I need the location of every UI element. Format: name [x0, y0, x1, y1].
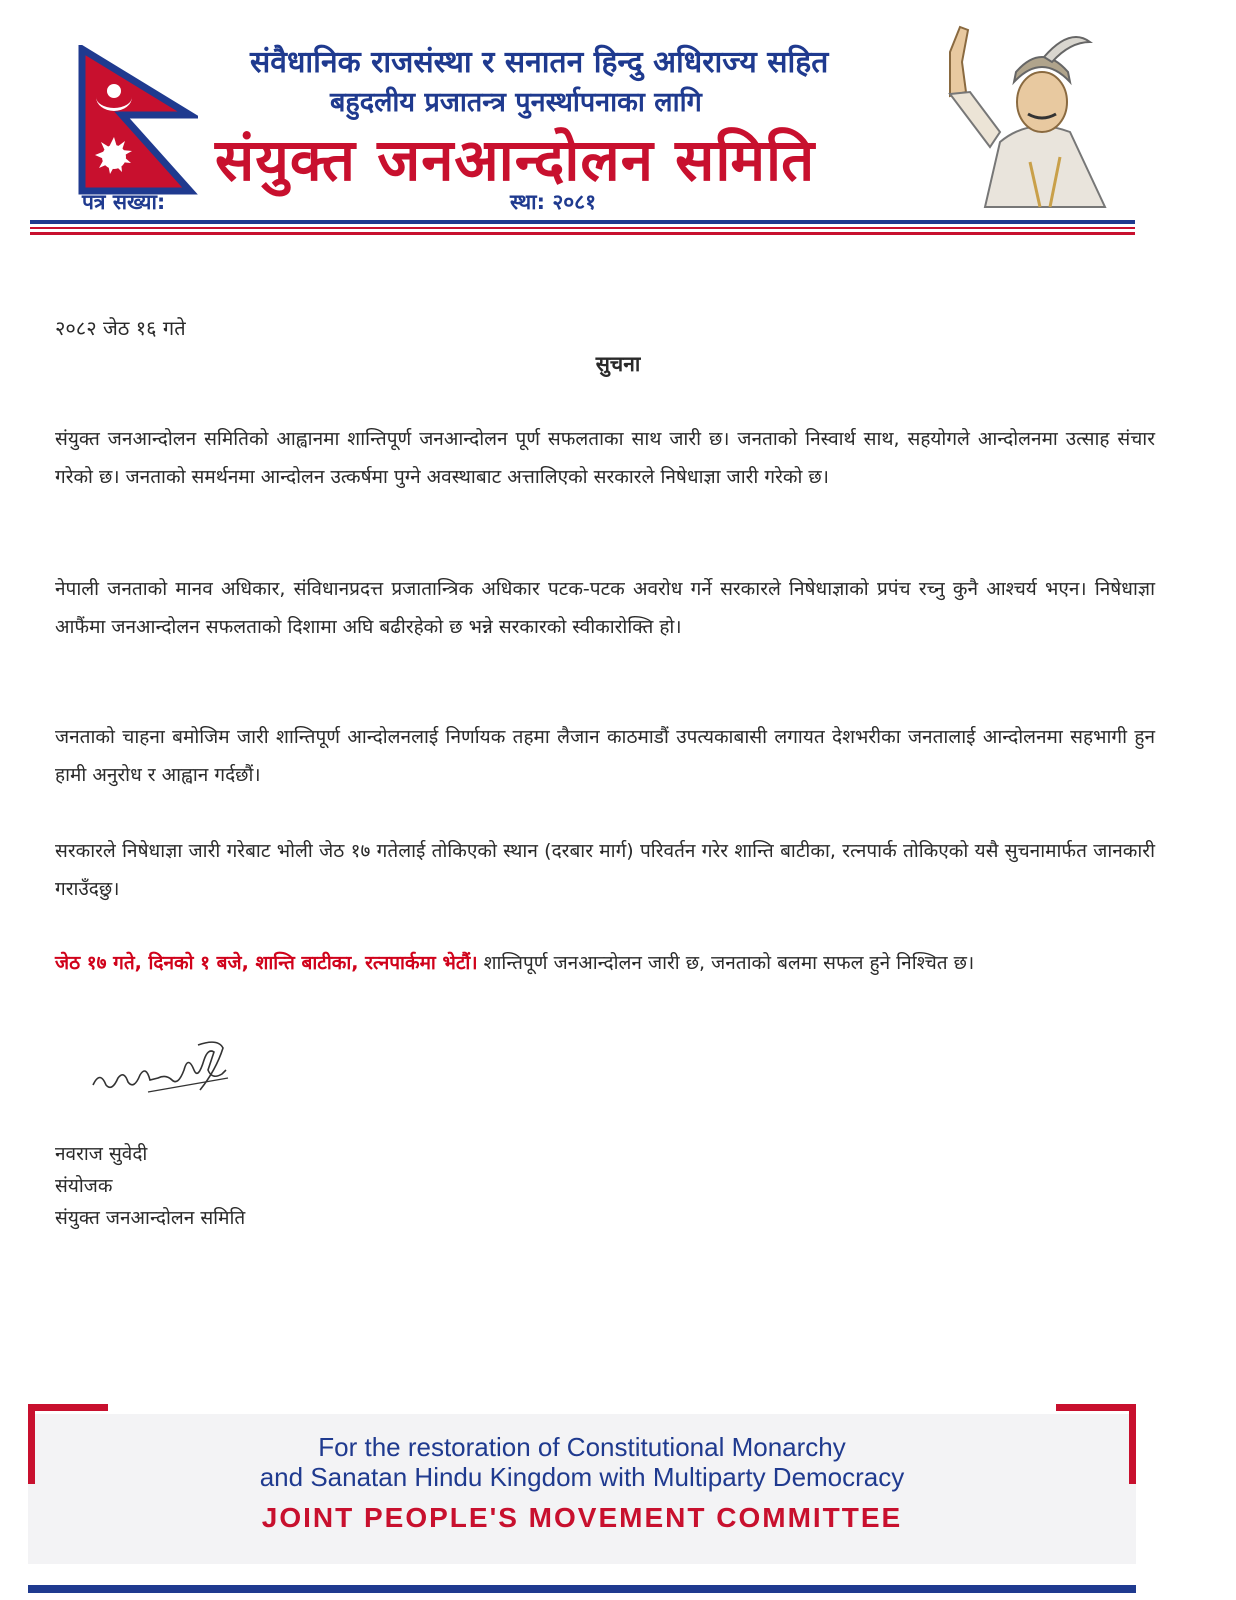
signatory-designation: संयोजक — [55, 1175, 113, 1197]
footer-rule — [28, 1585, 1136, 1593]
footer-english-line-1: For the restoration of Constitutional Monarchy — [318, 1432, 846, 1462]
footer-committee-name: JOINT PEOPLE'S MOVEMENT COMMITTEE — [261, 1502, 903, 1533]
footer-right-bracket — [1056, 1404, 1136, 1411]
notice-date: २०८२ जेठ १६ गते — [55, 316, 186, 340]
organization-title: संयुक्त जनआन्दोलन समिति — [215, 126, 816, 194]
signatory-organization: संयुक्त जनआन्दोलन समिति — [55, 1207, 246, 1229]
notice-paragraph-1: संयुक्त जनआन्दोलन समितिको आह्वानमा शान्तिपूर्ण जनआन्दोलन पूर्ण सफलताका साथ जारी छ। जनताको निस्वार्थ साथ, सहयोगले आन्दोलनमा उत्साह संचार गरेको छ। जनताको समर्थनमा आन्दोलन उत्कर्षमा पुग्ने अवस्थाबाट अत्तालिएको सरकारले निषेधाज्ञा जारी गरेको छ। — [55, 428, 1155, 488]
letterhead-rule-red-thin — [30, 227, 1135, 229]
notice-paragraph-2: नेपाली जनताको मानव अधिकार, संविधानप्रदत्त प्रजातान्त्रिक अधिकार पटक-पटक अवरोध गर्ने सरकारले निषेधाज्ञाको प्रपंच रच्नु कुनै आश्चर्य भएन। निषेधाज्ञा आफैंमा जनआन्दोलन सफलताको दिशामा अघि बढीरहेको छ भन्ने सरकारको स्वीकारोक्ति हो। — [55, 578, 1155, 638]
closing-text: शान्तिपूर्ण जनआन्दोलन जारी छ, जनताको बलमा सफल हुने निश्चित छ। — [477, 952, 975, 974]
letter-footer — [28, 1402, 1136, 1600]
notice-paragraph-5 — [55, 944, 1155, 982]
nepal-flag-emblem — [78, 45, 198, 195]
letterhead-tagline-2: बहुदलीय प्रजातन्त्र पुनर्स्थापनाका लागि — [330, 87, 702, 118]
king-portrait-image — [930, 22, 1130, 212]
letterhead-tagline-1: संवैधानिक राजसंस्था र सनातन हिन्दु अधिराज्य सहित — [250, 45, 829, 80]
letterhead-rule-blue — [30, 220, 1135, 224]
handwritten-signature — [88, 1030, 238, 1110]
footer-left-bracket — [28, 1404, 108, 1411]
reference-number-label: पत्र संख्या: — [82, 190, 166, 214]
notice-heading: सुचना — [595, 352, 641, 376]
footer-english-line-2: and Sanatan Hindu Kingdom with Multiparty Democracy — [259, 1462, 905, 1492]
meeting-highlight: जेठ १७ गते, दिनको १ बजे, शान्ति बाटीका, रत्नपार्कमा भेटौं। — [55, 952, 478, 974]
letterhead — [0, 0, 1236, 245]
signatory-block — [55, 1138, 245, 1234]
letterhead-rule-red — [30, 232, 1135, 235]
established-year: स्था: २०८१ — [510, 190, 596, 214]
notice-paragraph-4: सरकारले निषेधाज्ञा जारी गरेबाट भोली जेठ १७ गतेलाई तोकिएको स्थान (दरबार मार्ग) परिवर्तन गरेर शान्ति बाटीका, रत्नपार्क तोकिएको यसै सुचनामार्फत जानकारी गराउँदछु। — [55, 840, 1155, 900]
notice-paragraph-3: जनताको चाहना बमोजिम जारी शान्तिपूर्ण आन्दोलनलाई निर्णायक तहमा लैजान काठमाडौं उपत्यकाबासी लगायत देशभरीका जनतालाई आन्दोलनमा सहभागी हुन हामी अनुरोध र आह्वान गर्दछौं। — [55, 726, 1155, 786]
signatory-name: नवराज सुवेदी — [55, 1143, 148, 1165]
